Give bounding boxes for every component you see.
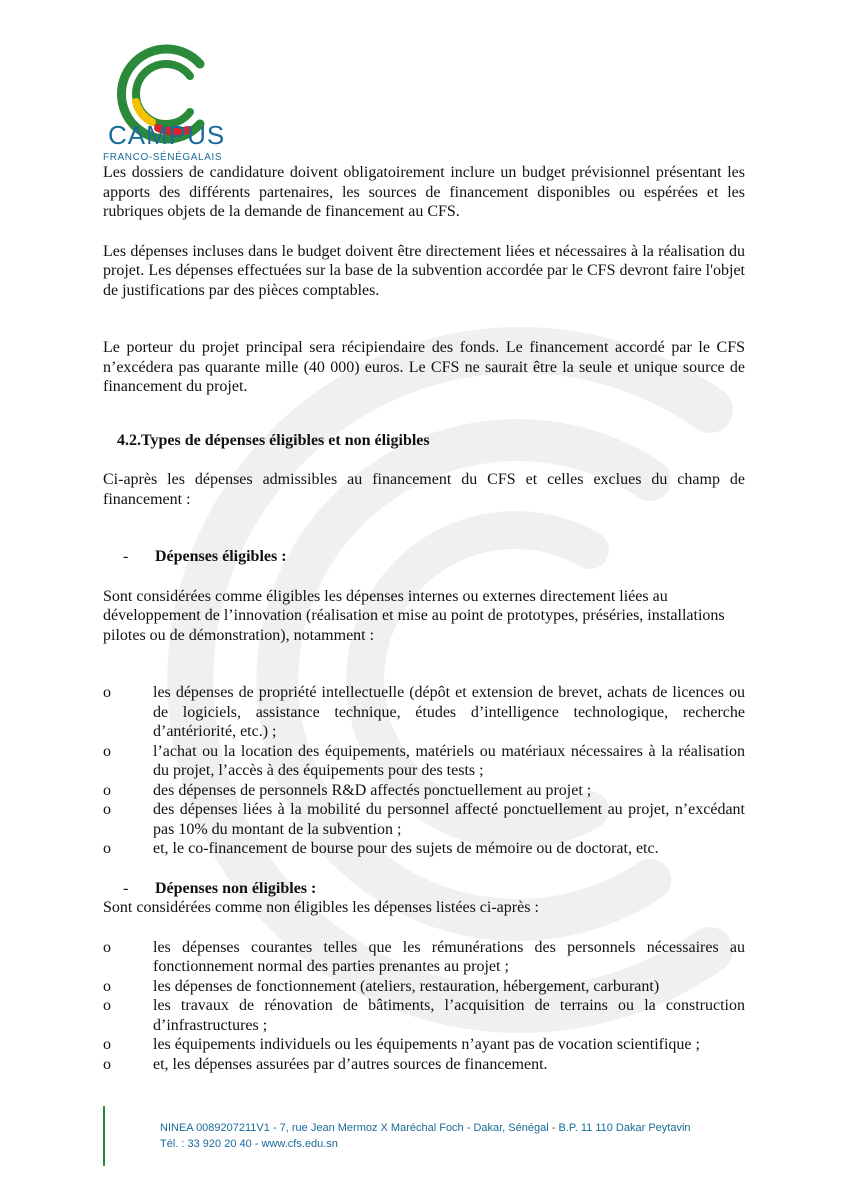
eligible-list: [103, 683, 745, 859]
footer-contact: Tél. : 33 920 20 40 - www.cfs.edu.sn: [160, 1138, 338, 1150]
logo-subtitle: FRANCO-SÉNÉGALAIS: [103, 152, 223, 163]
eligible-title: - Dépenses éligibles :: [123, 548, 287, 565]
document-body: [103, 163, 745, 1074]
list-item: o des dépenses liées à la mobilité du personnel affecté ponctuellement au projet, n’excédant pas 10% du montant de la subvention ;: [103, 801, 745, 838]
paragraph-expenses: Les dépenses incluses dans le budget doivent être directement liées et nécessaires à la réalisation du projet. Les dépenses effectuées sur la base de la subvention accordée par le CFS devront faire l'objet de justifications par des pièces comptables.: [103, 242, 745, 299]
list-item: o les dépenses courantes telles que les rémunérations des personnels nécessaires au fonctionnement normal des parties prenantes au projet ;: [103, 938, 745, 975]
footer-address: NINEA 0089207211V1 - 7, rue Jean Mermoz X Maréchal Foch - Dakar, Sénégal - B.P. 11 110 Dakar Peytavin: [160, 1122, 691, 1134]
list-item: o et, le co-financement de bourse pour des sujets de mémoire ou de doctorat, etc.: [103, 840, 659, 857]
section-heading: 4.2.Types de dépenses éligibles et non éligibles: [117, 431, 430, 449]
list-item: o l’achat ou la location des équipements, matériels ou matériaux nécessaires à la réalisation du projet, l’accès à des équipements pour des tests ;: [103, 742, 745, 779]
paragraph-intro: Ci-après les dépenses admissibles au financement du CFS et celles exclues du champ de financement :: [103, 471, 745, 508]
logo-wordmark: CAMPUS: [108, 120, 226, 150]
list-item: o les équipements individuels ou les équipements n’ayant pas de vocation scientifique ;: [103, 1036, 700, 1053]
paragraph-budget: Les dossiers de candidature doivent obligatoirement inclure un budget prévisionnel présentant les apports des différents partenaires, les sources de financement disponibles ou espérées et les rubriques objets de la demande de financement au CFS.: [103, 164, 745, 220]
non-eligible-list: [103, 938, 745, 1075]
non-eligible-title: - Dépenses non éligibles :: [123, 879, 317, 897]
list-item: o les dépenses de fonctionnement (ateliers, restauration, hébergement, carburant): [103, 977, 660, 995]
paragraph-recipient: Le porteur du projet principal sera récipiendaire des fonds. Le financement accordé par le CFS n’excédera pas quarante mille (40 000) euros. Le CFS ne saurait être la seule et unique source de financement du projet.: [103, 339, 745, 395]
list-item: o et, les dépenses assurées par d’autres sources de financement.: [103, 1055, 548, 1073]
paragraph-non-eligible: Sont considérées comme non éligibles les dépenses listées ci-après :: [103, 899, 539, 916]
list-item: o les dépenses de propriété intellectuelle (dépôt et extension de brevet, achats de licences ou de logiciels, assistance technique, études d’intelligence technologique, recherche d’antériorité, etc.) ;: [103, 684, 745, 740]
footer-divider: [103, 1106, 105, 1166]
list-item: o les travaux de rénovation de bâtiments, l’acquisition de terrains ou la construction d’infrastructures ;: [103, 997, 745, 1034]
footer: [160, 1120, 691, 1152]
list-item: o des dépenses de personnels R&D affectés ponctuellement au projet ;: [103, 781, 592, 799]
paragraph-eligible: Sont considérées comme éligibles les dépenses internes ou externes directement liées au développement de l’innovation (réalisation et mise au point de prototypes, préséries, installations pilotes ou de démonstration), notamment :: [103, 587, 725, 644]
